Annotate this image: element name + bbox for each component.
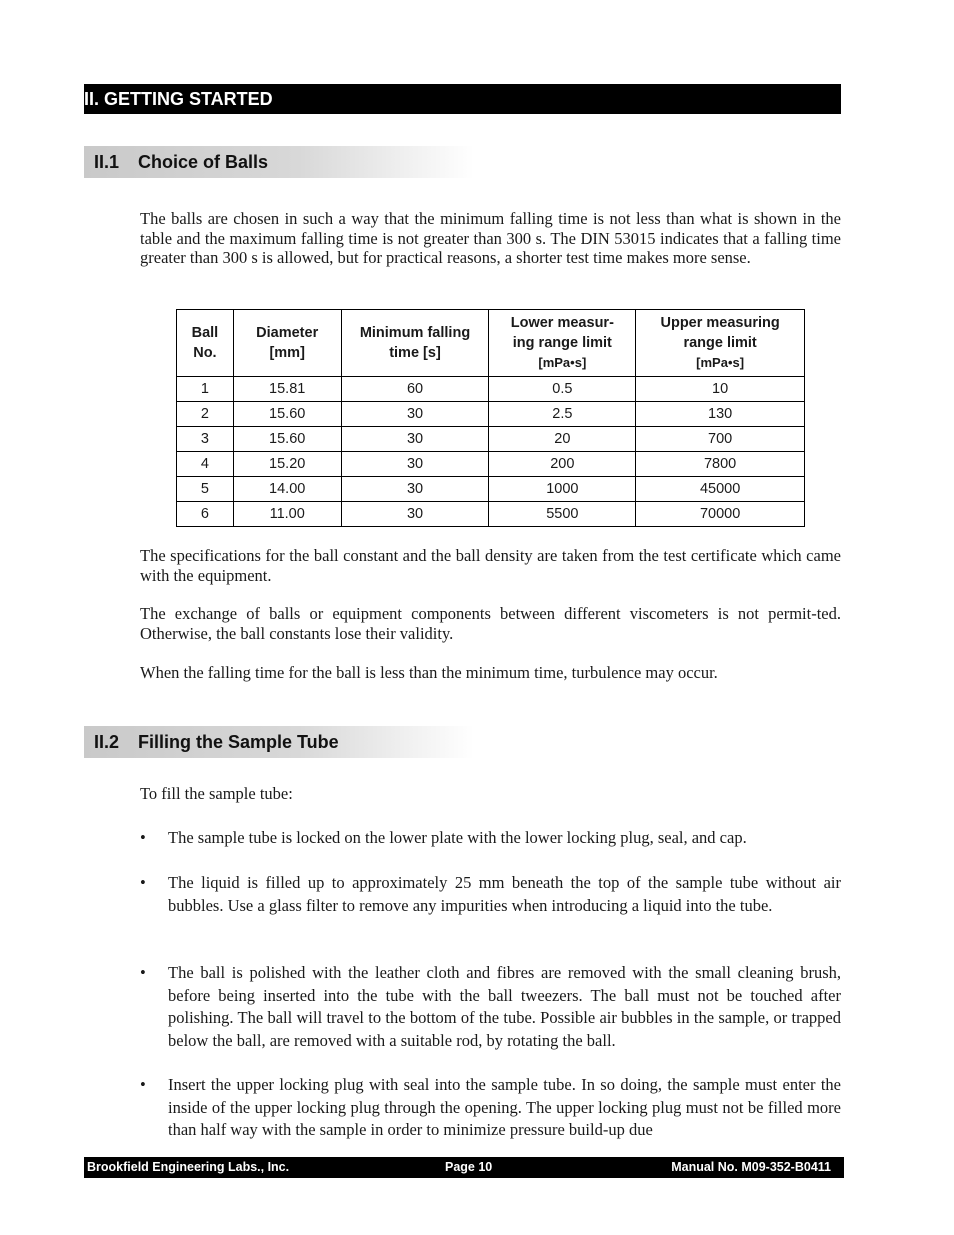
table-cell: 15.60 [233, 402, 341, 427]
bullet-text: Insert the upper locking plug with seal into the sample tube. In so doing, the sample must enter the inside of the upper locking plug through the opening. The upper locking plug must not be filled more than half way with the sample in order to minimize pressure build-up due [168, 1075, 841, 1139]
table-cell: 2.5 [489, 402, 636, 427]
table-cell: 60 [341, 377, 489, 402]
intro-paragraph: The balls are chosen in such a way that the minimum falling time is not less than what is shown in the table and the maximum falling time is not greater than 300 s. The DIN 53015 indicates that a falling time greater than 300 s is allowed, but for practical reasons, a shorter test time makes more sense. [140, 209, 841, 267]
table-cell: 30 [341, 477, 489, 502]
table-cell: 200 [489, 452, 636, 477]
header-label: Lower measur-ing range limit [510, 315, 614, 351]
table-row [177, 452, 805, 477]
table-cell: 3 [177, 427, 234, 452]
subsection-title: Choice of Balls [138, 152, 269, 172]
table-cell: 70000 [636, 502, 805, 527]
bullet-marker: • [140, 873, 146, 892]
header-label: Upper measuring range limit [660, 315, 780, 351]
subsection-heading-filling [84, 726, 474, 758]
table-cell: 15.60 [233, 427, 341, 452]
subsection-title: Filling the Sample Tube [138, 732, 339, 752]
table-cell: 1 [177, 377, 234, 402]
bullet-marker: • [140, 828, 146, 847]
table-cell: 30 [341, 502, 489, 527]
header-ball-no [177, 310, 234, 377]
table-cell: 45000 [636, 477, 805, 502]
list-item [140, 1074, 841, 1142]
subsection-number: II.1 [94, 152, 120, 172]
table-cell: 4 [177, 452, 234, 477]
header-label: Ball No. [191, 325, 219, 361]
table-cell: 0.5 [489, 377, 636, 402]
bullet-text: The sample tube is locked on the lower plate with the lower locking plug, seal, and cap. [168, 828, 747, 847]
table-cell: 30 [341, 402, 489, 427]
header-unit: [mPa•s] [696, 355, 745, 370]
list-item [140, 872, 841, 917]
header-label: Minimum falling time [s] [359, 325, 471, 361]
bullet-marker: • [140, 1075, 146, 1094]
bullet-marker: • [140, 963, 146, 982]
section-heading: II. GETTING STARTED [84, 84, 841, 114]
table-cell: 30 [341, 452, 489, 477]
spec-paragraph: The specifications for the ball constant and the ball density are taken from the test certificate which came with the equipment. [140, 546, 841, 585]
table-row [177, 427, 805, 452]
table-cell: 5 [177, 477, 234, 502]
table-cell: 130 [636, 402, 805, 427]
footer-manual-number: Manual No. M09-352-B0411 [671, 1160, 831, 1174]
table-cell: 700 [636, 427, 805, 452]
table-row [177, 502, 805, 527]
table-row [177, 377, 805, 402]
list-item [140, 827, 841, 850]
table-row [177, 477, 805, 502]
header-diameter [233, 310, 341, 377]
bullet-text: The ball is polished with the leather cloth and fibres are removed with the small cleaning brush, before being inserted into the tube with the ball tweezers. The ball must not be touched after polishing. The ball will travel to the bottom of the tube. Possible air bubbles in the sample, or trapped below the ball, are removed with a suitable rod, by rotating the ball. [168, 963, 841, 1050]
table-header-row [177, 310, 805, 377]
table-cell: 5500 [489, 502, 636, 527]
subsection-heading-choice-of-balls [84, 146, 474, 178]
table-row [177, 402, 805, 427]
table-cell: 20 [489, 427, 636, 452]
bullet-text: The liquid is filled up to approximately 25 mm beneath the top of the sample tube without air bubbles. Use a glass filter to remove any impurities when introducing a liquid into the tube. [168, 873, 841, 915]
table-cell: 14.00 [233, 477, 341, 502]
table-cell: 2 [177, 402, 234, 427]
table-cell: 10 [636, 377, 805, 402]
table-cell: 7800 [636, 452, 805, 477]
table-cell: 30 [341, 427, 489, 452]
header-unit: [mPa•s] [538, 355, 587, 370]
table-cell: 1000 [489, 477, 636, 502]
footer-company: Brookfield Engineering Labs., Inc. [87, 1160, 290, 1174]
list-item [140, 962, 841, 1052]
ball-specification-table [176, 309, 805, 527]
table-cell: 15.81 [233, 377, 341, 402]
table-cell: 11.00 [233, 502, 341, 527]
table-cell: 15.20 [233, 452, 341, 477]
header-min-falling-time [341, 310, 489, 377]
table-cell: 6 [177, 502, 234, 527]
turbulence-paragraph: When the falling time for the ball is less than the minimum time, turbulence may occur. [140, 663, 718, 682]
header-label: Diameter [mm] [256, 325, 319, 361]
fill-intro: To fill the sample tube: [140, 784, 293, 803]
exchange-paragraph: The exchange of balls or equipment components between different viscometers is not permit-ted. Otherwise, the ball constants lose their validity. [140, 604, 841, 643]
subsection-number: II.2 [94, 732, 120, 752]
page-footer [84, 1157, 844, 1178]
header-upper-range [636, 310, 805, 377]
footer-page-number: Page 10 [445, 1160, 493, 1174]
header-lower-range [489, 310, 636, 377]
